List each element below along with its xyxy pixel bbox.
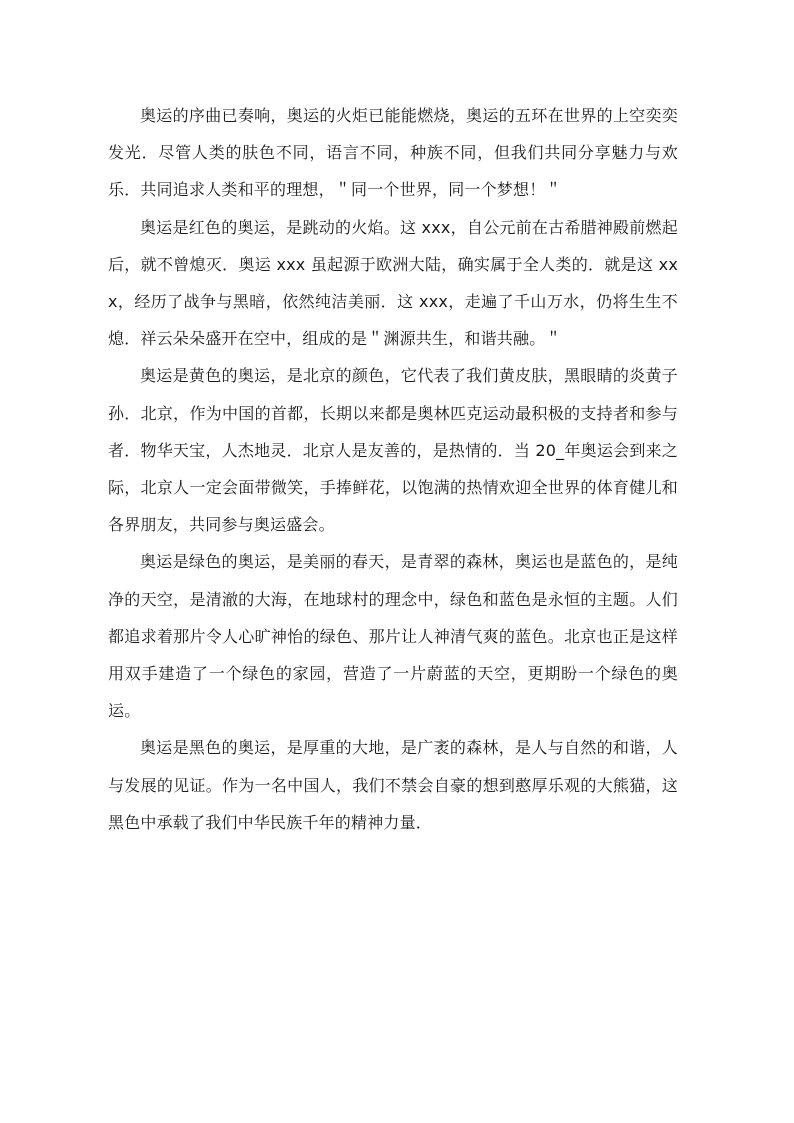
paragraph-5: 奥运是黑色的奥运，是厚重的大地，是广袤的森林，是人与自然的和谐，人与发展的见证。作为一名中国人，我们不禁会自豪的想到憨厚乐观的大熊猫，这黑色中承载了我们中华民族千年的精神力量． [108,738,678,832]
paragraph-3: 奥运是黄色的奥运，是北京的颜色，它代表了我们黄皮肤，黑眼睛的炎黄子孙．北京，作为中国的首都，长期以来都是奥林匹克运动最积极的支持者和参与者．物华天宝，人杰地灵．北京人是友善的，是热情的．当 20_年奥运会到来之际，北京人一定会面带微笑，手捧鲜花，以饱满的热情欢迎全世界的体育健儿和各界朋友，共同参与奥运盛会。 [108,366,678,535]
document-page [108,97,678,841]
paragraph-1: 奥运的序曲已奏响，奥运的火炬已能能燃烧，奥运的五环在世界的上空奕奕发光．尽管人类的肤色不同，语言不同，种族不同，但我们共同分享魅力与欢乐．共同追求人类和平的理想，＂同一个世界，同一个梦想！＂ [108,106,678,200]
paragraph-2: 奥运是红色的奥运，是跳动的火焰。这 xxx，自公元前在古希腊神殿前燃起后，就不曾熄灭．奥运 xxx 虽起源于欧洲大陆，确实属于全人类的．就是这 xxx，经历了战争与黑暗，依然纯洁美丽．这 xxx，走遍了千山万水，仍将生生不熄．祥云朵朵盛开在空中，组成的是＂渊源共生，和谐共融。＂ [108,217,678,349]
paragraph-4: 奥运是绿色的奥运，是美丽的春天，是青翠的森林，奥运也是蓝色的，是纯净的天空，是清澈的大海，在地球村的理念中，绿色和蓝色是永恒的主题。人们都追求着那片令人心旷神怡的绿色、那片让人神清气爽的蓝色。北京也正是这样用双手建造了一个绿色的家园，营造了一片蔚蓝的天空，更期盼一个绿色的奥运。 [108,552,678,721]
